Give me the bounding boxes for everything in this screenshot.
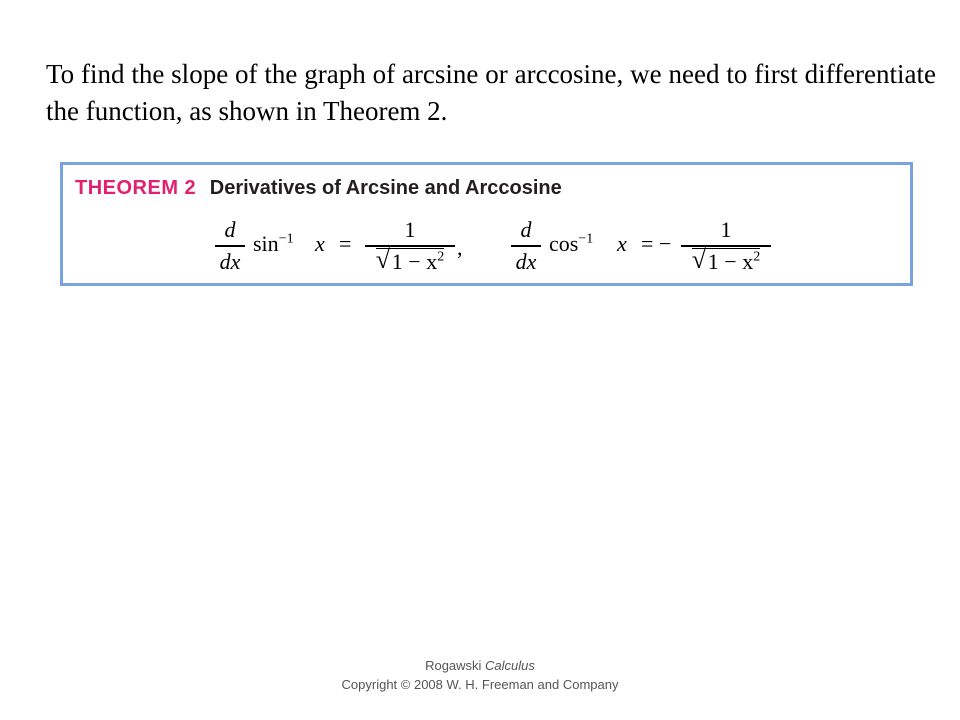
fraction-bar bbox=[215, 245, 245, 247]
sqrt-1: √ $1 - x^2$ bbox=[375, 245, 445, 274]
derivative-den-1: dx bbox=[219, 249, 241, 274]
footer-book: Calculus bbox=[485, 658, 535, 673]
theorem-title: Derivatives of Arcsine and Arccosine bbox=[209, 177, 562, 199]
footer-copyright: Copyright © 2008 W. H. Freeman and Company bbox=[341, 677, 619, 692]
radical-icon: √ bbox=[375, 245, 391, 274]
radical-icon: √ bbox=[691, 245, 707, 274]
theorem-label: THEOREM 2 bbox=[75, 177, 197, 199]
function-sin: $\sin^{-1}$ bbox=[253, 231, 294, 256]
derivative-operator-1 bbox=[215, 217, 245, 277]
comma: , bbox=[457, 235, 463, 260]
variable-x-2: x bbox=[617, 231, 627, 256]
fraction-bar bbox=[511, 245, 541, 247]
derivative-num-1: d bbox=[224, 217, 236, 242]
result-den-2 bbox=[681, 245, 771, 275]
function-exponent: −1 bbox=[578, 231, 594, 247]
derivative-operator-2 bbox=[511, 217, 541, 277]
function-exponent: −1 bbox=[278, 231, 294, 247]
derivative-den-2: dx bbox=[515, 249, 537, 274]
equals-minus-2: = − bbox=[641, 231, 672, 256]
result-fraction-1 bbox=[365, 217, 455, 281]
equals-1: = bbox=[339, 231, 352, 256]
result-num-1: 1 bbox=[404, 217, 416, 242]
theorem-box bbox=[60, 162, 913, 286]
footer-author: Rogawski bbox=[425, 658, 486, 673]
variable-x-1: x bbox=[315, 231, 325, 256]
sqrt-2: √ $1 - x^2$ bbox=[691, 245, 761, 274]
derivative-num-2: d bbox=[520, 217, 532, 242]
result-den-1 bbox=[365, 245, 455, 275]
function-cos: $\cos^{-1}$ bbox=[549, 231, 594, 256]
footer-credit bbox=[340, 656, 620, 694]
result-num-2: 1 bbox=[720, 217, 732, 242]
theorem-header bbox=[75, 177, 562, 200]
result-fraction-2 bbox=[681, 217, 771, 281]
intro-paragraph: To find the slope of the graph of arcsine or arccosine, we need to first differentiate the function, as shown in Theorem 2. bbox=[46, 59, 936, 126]
